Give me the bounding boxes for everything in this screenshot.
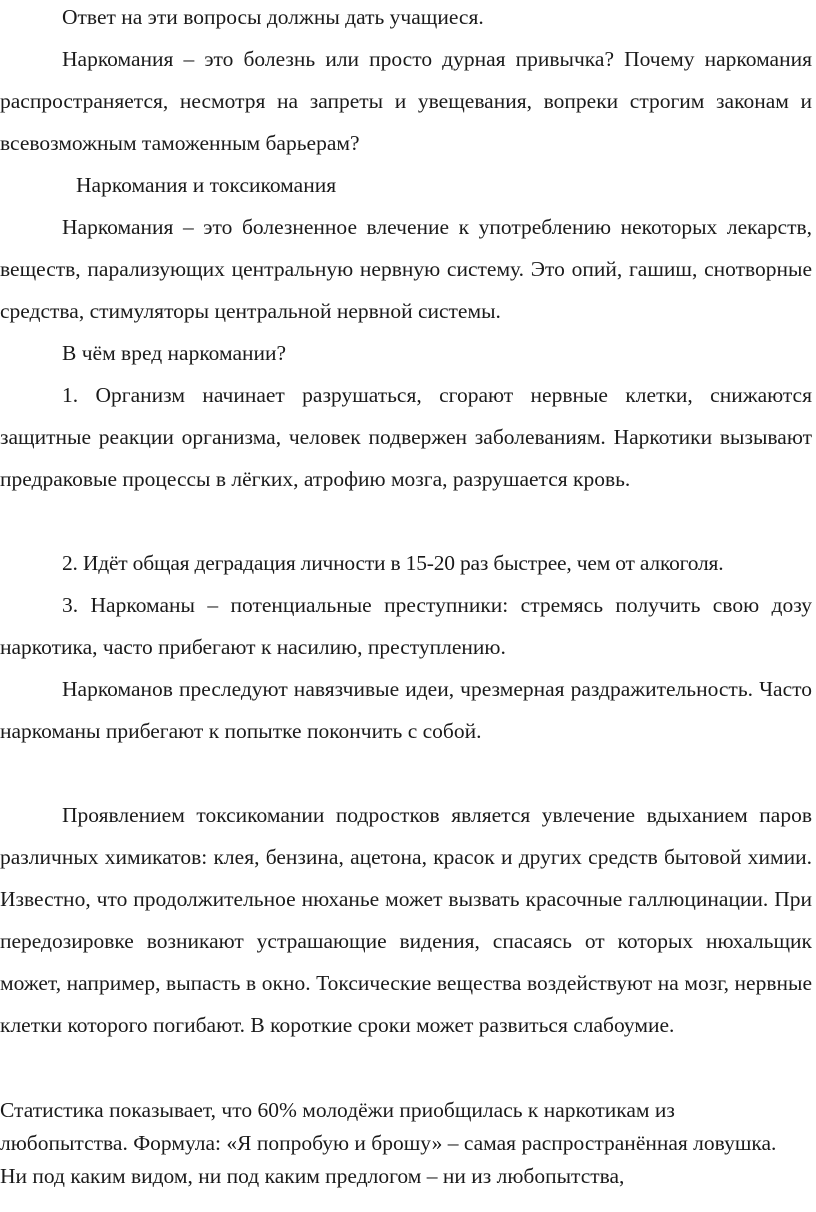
obsession-paragraph: Наркоманов преследуют навязчивые идеи, чрезмерная раздражительность. Часто наркоманы прибегают к попытке покончить с собой. [0, 677, 812, 743]
statistics-paragraph: Статистика показывает, что 60% молодёжи приобщилась к наркотикам из любопытства. Формула: «Я попробую и брошу» – самая распространённая ловушка. Ни под каким видом, ни под каким предлогом – ни из любопытства, [0, 1098, 777, 1188]
harm-question: В чём вред наркомании? [62, 341, 287, 365]
definition-paragraph: Наркомания – это болезненное влечение к употреблению некоторых лекарств, веществ, парализующих центральную нервную систему. Это опий, гашиш, снотворные средства, стимуляторы центральной нервной системы. [0, 215, 812, 323]
harm-item-3: 3. Наркоманы – потенциальные преступники: стремясь получить свою дозу наркотика, часто прибегают к насилию, преступлению. [0, 593, 812, 659]
intro-line: Ответ на эти вопросы должны дать учащиеся. [62, 5, 484, 29]
harm-item-2: 2. Идёт общая деградация личности в 15-20 раз быстрее, чем от алкоголя. [62, 551, 724, 575]
section-heading: Наркомания и токсикомания [76, 173, 337, 197]
question-paragraph: Наркомания – это болезнь или просто дурная привычка? Почему наркомания распространяется, несмотря на запреты и увещевания, вопреки строгим законам и всевозможным таможенным барьерам? [0, 47, 812, 155]
harm-item-1: 1. Организм начинает разрушаться, сгорают нервные клетки, снижаются защитные реакции организма, человек подвержен заболеваниям. Наркотики вызывают предраковые процессы в лёгких, атрофию мозга, разрушается кровь. [0, 383, 812, 491]
toxicomania-paragraph: Проявлением токсикомании подростков является увлечение вдыханием паров различных химикатов: клея, бензина, ацетона, красок и других средств бытовой химии. Известно, что продолжительное нюханье может вызвать красочные галлюцинации. При передозировке возникают устрашающие видения, спасаясь от которых нюхальщик может, например, выпасть в окно. Токсические вещества воздействуют на мозг, нервные клетки которого погибают. В короткие сроки может развиться слабоумие. [0, 803, 812, 1037]
